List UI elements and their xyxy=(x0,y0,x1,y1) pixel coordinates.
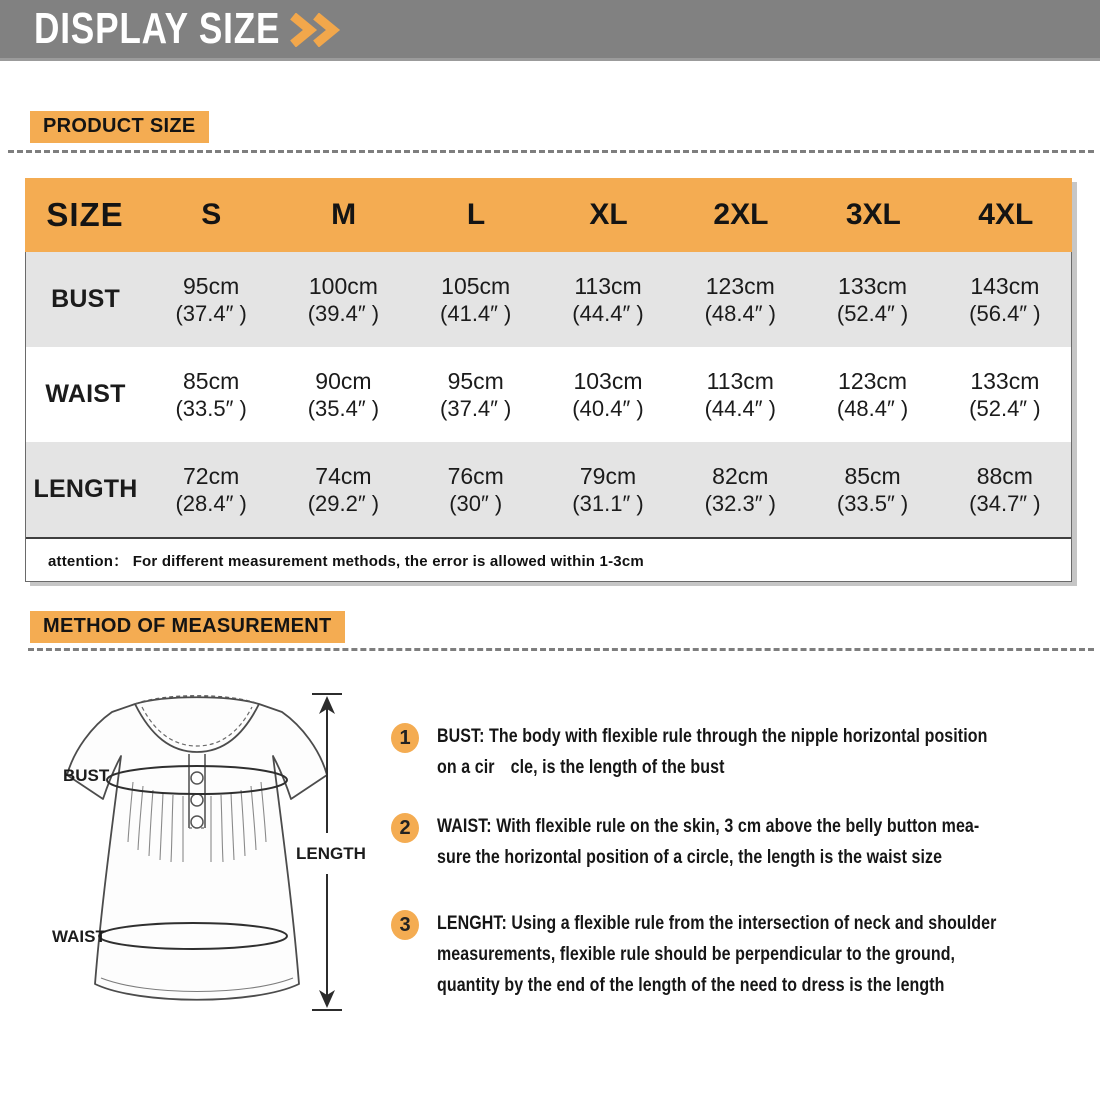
banner xyxy=(0,0,1100,58)
table-cell: 103cm (40.4″ ) xyxy=(572,367,644,421)
table-cell: 123cm (48.4″ ) xyxy=(704,272,776,326)
table-cell: 113cm (44.4″ ) xyxy=(572,272,644,326)
column-header: 3XL xyxy=(845,198,901,231)
product-size-label: PRODUCT SIZE xyxy=(30,111,209,143)
instruction-bust xyxy=(437,721,1100,783)
table-cell: 76cm (30″ ) xyxy=(447,462,504,516)
step-1-badge: 1 xyxy=(391,723,419,753)
table-cell: 133cm (52.4″ ) xyxy=(969,367,1041,421)
instruction-line: on a cir cle, is the length of the bust xyxy=(437,756,725,778)
button-icon xyxy=(191,794,203,806)
table-cell: 72cm (28.4″ ) xyxy=(175,462,247,516)
table-cell: 133cm (52.4″ ) xyxy=(836,272,909,326)
table-cell: 105cm (41.4″ ) xyxy=(440,272,512,326)
instruction-line: LENGHT: Using a flexible rule from the intersection of neck and shoulder xyxy=(437,912,997,934)
table-cell: 85cm (33.5″ ) xyxy=(836,462,909,516)
table-cell: 79cm (31.1″ ) xyxy=(572,462,644,516)
step-2-badge: 2 xyxy=(391,813,419,843)
method-of-measurement-label: METHOD OF MEASUREMENT xyxy=(30,611,345,643)
button-icon xyxy=(191,816,203,828)
bust-diagram-label: BUST xyxy=(63,766,110,785)
table-row-bust xyxy=(26,252,1071,347)
column-header: 4XL xyxy=(978,198,1034,231)
instruction-length xyxy=(437,908,1100,1001)
table-cell: 100cm (39.4″ ) xyxy=(307,272,380,326)
step-3-badge: 3 xyxy=(391,910,419,940)
table-row-waist xyxy=(26,347,1071,442)
table-cell: 95cm (37.4″ ) xyxy=(440,367,512,421)
divider-dashed-bottom xyxy=(28,648,1094,651)
instruction-line: WAIST: With flexible rule on the skin, 3 cm above the belly button mea- xyxy=(437,815,980,837)
size-table-body xyxy=(25,252,1072,582)
column-header: L xyxy=(466,198,486,231)
instruction-line: quantity by the end of the length of the need to dress is the length xyxy=(437,974,945,996)
size-table xyxy=(25,178,1072,582)
column-header: S xyxy=(201,198,222,231)
instruction-line: measurements, flexible rule should be perpendicular to the ground, xyxy=(437,943,956,965)
column-header: M xyxy=(331,198,357,231)
table-cell: 123cm (48.4″ ) xyxy=(836,367,909,421)
table-cell: 90cm (35.4″ ) xyxy=(307,367,380,421)
waist-diagram-label: WAIST xyxy=(52,927,106,946)
length-diagram-label: LENGTH xyxy=(296,844,366,863)
instruction-line: sure the horizontal position of a circle, the length is the waist size xyxy=(437,846,943,868)
table-cell: 88cm (34.7″ ) xyxy=(969,462,1041,516)
table-cell: 143cm (56.4″ ) xyxy=(969,272,1041,326)
table-cell: 82cm (32.3″ ) xyxy=(704,462,776,516)
divider-dashed-top xyxy=(8,150,1094,153)
table-row-length xyxy=(26,442,1071,537)
instruction-waist xyxy=(437,811,1098,873)
attention-note: attention： For different measurement methods, the error is allowed within 1-3cm xyxy=(26,537,1071,581)
column-header: XL xyxy=(589,198,628,231)
column-header: 2XL xyxy=(713,198,769,231)
garment-measurement-diagram xyxy=(15,678,390,1023)
banner-edge xyxy=(0,58,1100,61)
column-header: SIZE xyxy=(46,196,124,233)
double-chevron-icon xyxy=(289,13,341,47)
row-label: LENGTH xyxy=(33,475,138,503)
row-label: BUST xyxy=(51,285,120,313)
row-label: WAIST xyxy=(45,380,126,408)
table-cell: 113cm (44.4″ ) xyxy=(704,367,776,421)
banner-title: DISPLAY SIZE xyxy=(34,4,281,53)
size-table-header xyxy=(25,178,1072,252)
table-cell: 95cm (37.4″ ) xyxy=(175,272,247,326)
table-cell: 74cm (29.2″ ) xyxy=(307,462,380,516)
table-cell: 85cm (33.5″ ) xyxy=(175,367,247,421)
shirt-illustration xyxy=(67,696,327,1000)
instruction-line: BUST: The body with flexible rule through the nipple horizontal position xyxy=(437,725,988,747)
button-icon xyxy=(191,772,203,784)
